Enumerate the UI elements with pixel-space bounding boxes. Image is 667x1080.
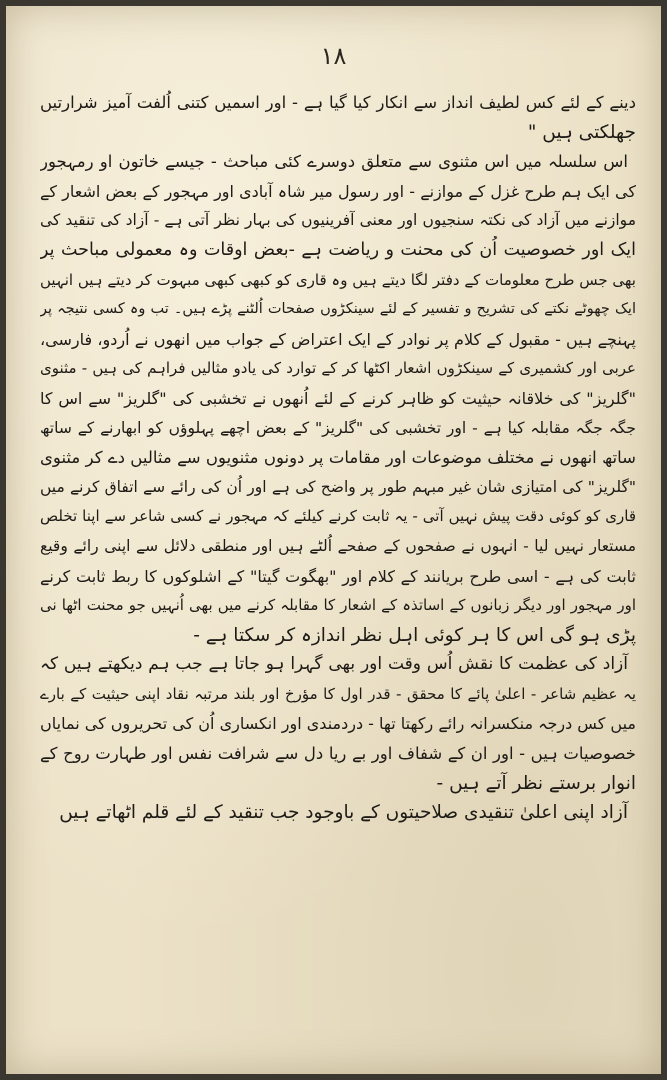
text-line: جھلکتی ہیں " [527,121,636,143]
text-line: "گلریز" کی خلاقانہ حیثیت کو ظاہر کرنے کے لئے اُنھوں نے تخشبی کی "گلریز" سے اس کا [40,388,636,408]
text-line: موازنے میں آزاد کی نکتہ سنجیوں اور معنی آفرینیوں کی بہار نظر آتی ہے - آزاد کی تنقید کی [40,211,636,230]
text-line: آزاد اپنی اعلیٰ تنقیدی صلاحیتوں کے باوجود جب تنقید کے لئے قلم اٹھاتے ہیں [59,802,628,824]
text-line: میں کس درجہ منکسرانہ رائے رکھتا تھا - دردمندی اور انکساری اُن کی تحریروں کی نمایاں [40,714,636,734]
text-line: یہ عظیم شاعر - اعلیٰ پائے کا محقق - قدر اول کا مؤرخ اور بلند مرتبہ نقاد اپنی حیثیت کے بارے [40,684,636,703]
text-line: پہنچے ہیں - مقبول کے کلام پر نوادر کے ایک اعتراض کے جواب میں انھوں نے اُردو، فارسی، [40,329,636,349]
text-line: ایک اور خصوصیت اُن کی محنت و ریاضت ہے -بعض اوقات وہ معمولی مباحث پر [40,239,636,260]
text-line: مستعار نہیں لیا - انہوں نے صفحوں کے صفحے اُلٹے ہیں اور منطقی دلائل سے اپنی رائے وقیع [40,536,636,555]
text-line: ایک چھوٹے نکتے کی تشریح و تفسیر کے لئے سینکڑوں صفحات اُلٹنے پڑے ہیں۔ تب وہ کسی نتیجہ پر [40,301,636,318]
text-line: عربی اور کشمیری کے سینکڑوں اشعار اکٹھا کر کے توارد کی یادو مثالیں فراہم کی ہیں - مثنوی [40,359,636,378]
text-line: قاری کو کوئی دقت پیش نہیں آتی - یہ ثابت کرنے کیلئے کہ مہجور نے کسی شاعر سے اپنا تخلص [40,507,636,526]
text-line: پڑی ہو گی اس کا ہر کوئی اہل نظر اندازہ کر سکتا ہے - [193,624,636,646]
text-line: ساتھ انھوں نے مختلف موضوعات اور مقامات پر دونوں مثنویوں سے مثالیں دے کر مثنوی [40,448,636,468]
text-line: اور مہجور اور دیگر زبانوں کے اساتذہ کے اشعار کا مقابلہ کرنے میں بھی اُنہیں جو محنت اٹھا نی [40,596,636,615]
text-line: بھی جس طرح معلومات کے دفتر لگا دیتے ہیں وہ قاری کو کبھی کبھی مبہوت کر دیتے ہیں انہیں [40,270,636,289]
text-line: جگہ جگہ مقابلہ کیا ہے - اور تخشبی کی "گلریز" کے بعض اچھے پہلوؤں کو ابھارنے کے ساتھ [40,418,636,437]
text-line: اس سلسلہ میں اس مثنوی سے متعلق دوسرے کئی مباحث - جیسے خاتون او رمہجور [40,152,628,172]
text-line: کی ایک ہم طرح غزل کے موازنے - اور رسول میر شاہ آبادی اور مہجور کے بعض اشعار کے [40,181,636,201]
text-line: انوار برستے نظر آتے ہیں - [436,772,636,794]
book-page [6,6,661,1074]
text-line: ثابت کی ہے - اسی طرح بریانند کے کلام اور "بھگوت گیتا" کے اشلوکوں کا ربط ثابت کرنے [40,566,636,586]
body-text [40,88,636,828]
text-line: آزاد کی عظمت کا نقش اُس وقت اور بھی گہرا ہو جاتا ہے جب ہم دیکھتے ہیں کہ [40,654,628,675]
text-line: دینے کے لئے کس لطیف انداز سے انکار کیا گیا ہے - اور اسمیں کتنی اُلفت آمیز شرارتیں [40,93,636,112]
page-number: ۱۸ [320,42,347,70]
text-line: "گلریز" کی امتیازی شان غیر مبہم طور پر واضح کی ہے اور اُن کی رائے سے اتفاق کرنے میں [40,477,636,496]
text-line: خصوصیات ہیں - اور ان کے شفاف اور بے ریا دل سے شرافت نفس اور طہارت روح کے [40,744,636,764]
